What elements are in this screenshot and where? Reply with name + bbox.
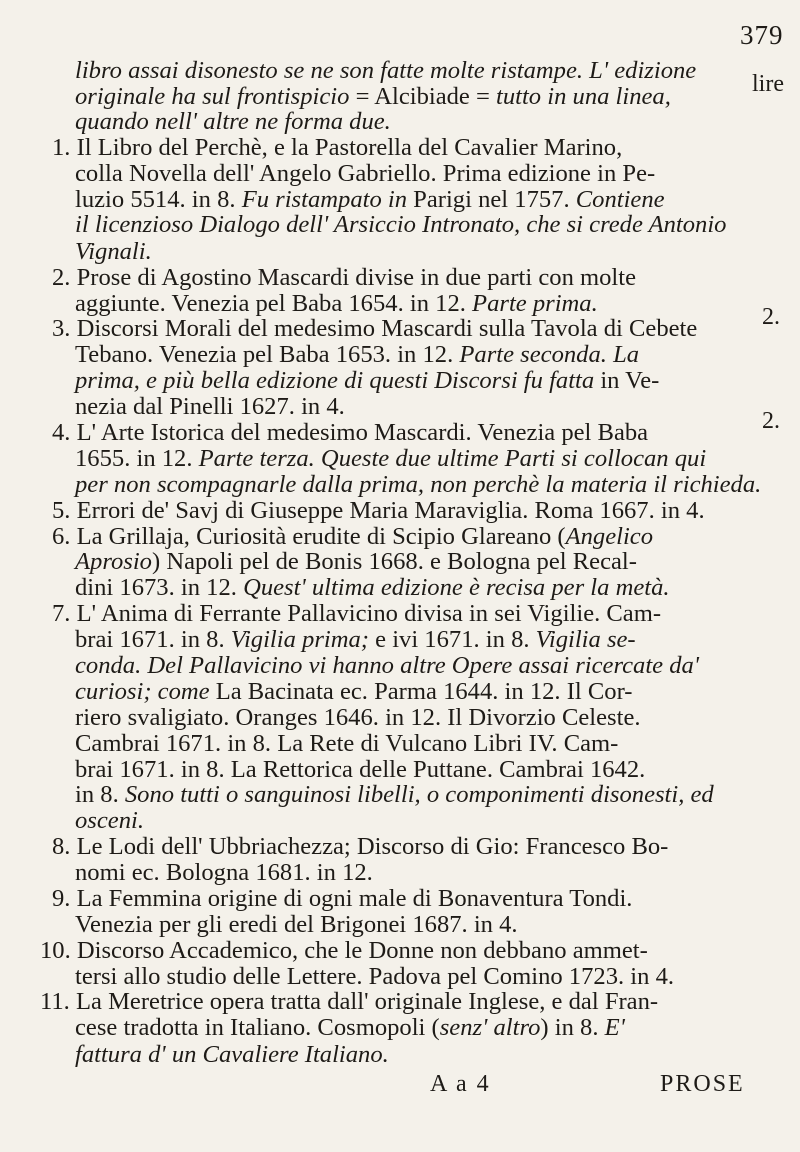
text-line: quando nell' altre ne forma due. [75, 108, 391, 135]
margin-note: 2. [762, 304, 780, 330]
text-line: 9. La Femmina origine di ogni male di Bonaventura Tondi. [52, 885, 633, 912]
final-line: fattura d' un Cavaliere Italiano. [75, 1041, 389, 1068]
text-line: il licenzioso Dialogo dell' Arsiccio Intronato, che si crede Antonio [75, 211, 727, 238]
text-line: 1. Il Libro del Perchè, e la Pastorella del Cavalier Marino, [52, 134, 623, 161]
text-line: colla Novella dell' Angelo Gabriello. Prima edizione in Pe- [75, 160, 656, 187]
text-line: originale ha sul frontispicio = Alcibiade = tutto in una linea, [75, 83, 671, 110]
margin-note: lire [752, 71, 784, 97]
text-line: nezia dal Pinelli 1627. in 4. [75, 393, 345, 420]
text-line: 10. Discorso Accademico, che le Donne non debbano ammet- [40, 937, 648, 964]
text-line: prima, e più bella edizione di questi Discorsi fu fatta in Ve- [75, 367, 660, 394]
text-line: brai 1671. in 8. La Rettorica delle Puttane. Cambrai 1642. [75, 756, 646, 783]
text-line: 5. Errori de' Savj di Giuseppe Maria Maraviglia. Roma 1667. in 4. [52, 497, 705, 524]
text-line: 8. Le Lodi dell' Ubbriachezza; Discorso di Gio: Francesco Bo- [52, 833, 669, 860]
text-line: libro assai disonesto se ne son fatte molte ristampe. L' edizione [75, 57, 697, 84]
text-line: 7. L' Anima di Ferrante Pallavicino divisa in sei Vigilie. Cam- [52, 600, 662, 627]
text-line: 2. Prose di Agostino Mascardi divise in due parti con molte [52, 264, 637, 291]
text-line: per non scompagnarle dalla prima, non perchè la materia il richieda. [75, 471, 762, 498]
margin-note: 2. [762, 408, 780, 434]
text-line: aggiunte. Venezia pel Baba 1654. in 12. Parte prima. [75, 290, 598, 317]
text-line: luzio 5514. in 8. Fu ristampato in Parigi nel 1757. Contiene [75, 186, 665, 213]
text-line: 3. Discorsi Morali del medesimo Mascardi sulla Tavola di Cebete [52, 315, 698, 342]
text-line: 6. La Grillaja, Curiosità erudite di Scipio Glareano (Angelico [52, 523, 654, 550]
text-line: in 8. Sono tutti o sanguinosi libelli, o componimenti disonesti, ed [75, 781, 714, 808]
text-line: 11. La Meretrice opera tratta dall' originale Inglese, e dal Fran- [40, 988, 659, 1015]
text-line: Cambrai 1671. in 8. La Rete di Vulcano Libri IV. Cam- [75, 730, 619, 757]
text-line: riero svaligiato. Oranges 1646. in 12. Il Divorzio Celeste. [75, 704, 641, 731]
text-line: osceni. [75, 807, 144, 834]
text-line: 4. L' Arte Istorica del medesimo Mascardi. Venezia pel Baba [52, 419, 649, 446]
text-line: curiosi; come La Bacinata ec. Parma 1644. in 12. Il Cor- [75, 678, 633, 705]
text-line: brai 1671. in 8. Vigilia prima; e ivi 1671. in 8. Vigilia se- [75, 626, 636, 653]
page-number: 379 [740, 20, 784, 50]
catchword: PROSE [660, 1071, 745, 1097]
signature-mark: A a 4 [430, 1071, 491, 1097]
text-line: cese tradotta in Italiano. Cosmopoli (senz' altro) in 8. E' [75, 1014, 625, 1041]
text-line: Vignali. [75, 238, 152, 265]
text-line: dini 1673. in 12. Quest' ultima edizione è recisa per la metà. [75, 574, 670, 601]
text-line: Venezia per gli eredi del Brigonei 1687. in 4. [75, 911, 518, 938]
text-line: Tebano. Venezia pel Baba 1653. in 12. Parte seconda. La [75, 341, 640, 368]
text-line: 1655. in 12. Parte terza. Queste due ultime Parti si collocan qui [75, 445, 707, 472]
text-line: conda. Del Pallavicino vi hanno altre Opere assai ricercate da' [75, 652, 700, 679]
text-line: tersi allo studio delle Lettere. Padova pel Comino 1723. in 4. [75, 963, 675, 990]
text-line: Aprosio) Napoli pel de Bonis 1668. e Bologna pel Recal- [75, 548, 637, 575]
text-line: nomi ec. Bologna 1681. in 12. [75, 859, 373, 886]
